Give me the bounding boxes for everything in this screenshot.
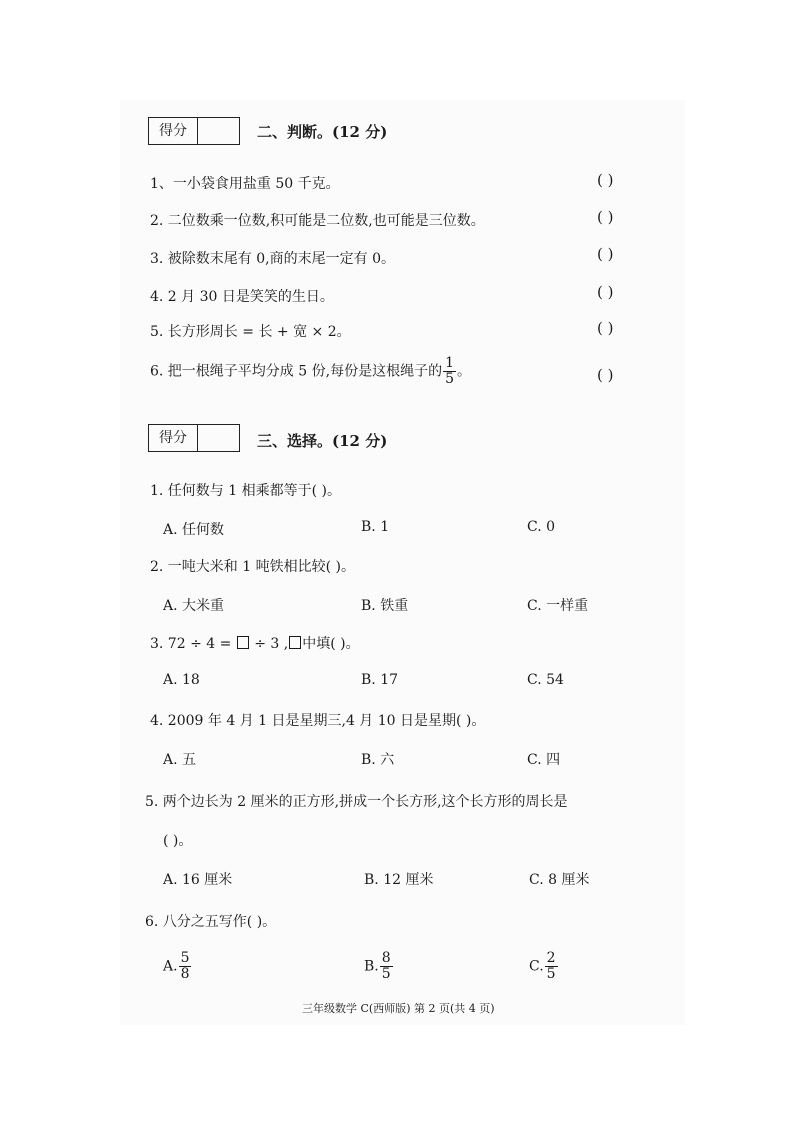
blank-box-icon [237, 636, 249, 649]
q3-option-a[interactable]: A. 18 [163, 672, 200, 688]
q3-text-part1: 3. 72 ÷ 4 = [150, 636, 232, 652]
fraction-numerator: 5 [180, 950, 190, 966]
q1-option-c[interactable]: C. 0 [527, 519, 556, 535]
q3-text-part2: ÷ 3 , [254, 636, 289, 652]
choice-question-5-blank: ( )。 [163, 833, 193, 849]
judge-question-4: 4. 2 月 30 日是笑笑的生日。 [150, 289, 334, 305]
q2-option-c[interactable]: C. 一样重 [527, 598, 589, 614]
score-label: 得分 [149, 425, 198, 451]
page-footer: 三年级数学 C(西师版) 第 2 页(共 4 页) [302, 1002, 495, 1015]
fraction-one-fifth [443, 356, 456, 387]
q4-option-b[interactable]: B. 六 [361, 752, 395, 768]
judge-question-6-text: 6. 把一根绳子平均分成 5 份,每份是这根绳子的 [150, 363, 443, 380]
judge-answer-6[interactable]: ( ) [597, 366, 614, 384]
q6-option-b[interactable] [364, 951, 394, 982]
fraction-numerator: 1 [445, 355, 454, 371]
score-label: 得分 [149, 118, 198, 144]
score-box-section2[interactable] [148, 117, 240, 145]
q5-option-b[interactable]: B. 12 厘米 [364, 872, 434, 888]
judge-answer-1[interactable]: ( ) [597, 171, 614, 189]
fraction-denominator: 8 [180, 966, 190, 982]
judge-answer-2[interactable]: ( ) [597, 208, 614, 226]
q3-text-part3: 中填( )。 [302, 636, 360, 652]
choice-question-4: 4. 2009 年 4 月 1 日是星期三,4 月 10 日是星期( )。 [150, 713, 486, 729]
judge-answer-4[interactable]: ( ) [597, 283, 614, 301]
judge-answer-5[interactable]: ( ) [597, 319, 614, 337]
judge-answer-3[interactable]: ( ) [597, 245, 614, 263]
choice-question-1: 1. 任何数与 1 相乘都等于( )。 [150, 483, 341, 499]
q1-option-a[interactable]: A. 任何数 [163, 522, 225, 538]
q2-option-a[interactable]: A. 大米重 [163, 598, 225, 614]
judge-question-6 [150, 356, 471, 387]
section2-heading: 二、判断。(12 分) [257, 123, 388, 141]
judge-question-6-end: 。 [457, 363, 471, 380]
choice-question-2: 2. 一吨大米和 1 吨铁相比较( )。 [150, 559, 355, 575]
q6-option-c-label: C. [529, 958, 544, 975]
judge-question-3: 3. 被除数末尾有 0,商的末尾一定有 0。 [150, 251, 395, 267]
q5-option-c[interactable]: C. 8 厘米 [529, 872, 590, 888]
judge-question-2: 2. 二位数乘一位数,积可能是二位数,也可能是三位数。 [150, 213, 485, 229]
fraction-numerator: 8 [381, 950, 391, 966]
q6-option-b-label: B. [364, 958, 379, 975]
q4-option-a[interactable]: A. 五 [163, 752, 197, 768]
q2-option-b[interactable]: B. 铁重 [361, 598, 409, 614]
fraction-numerator: 2 [546, 950, 556, 966]
score-box-section3[interactable] [148, 424, 240, 452]
blank-box-icon [289, 636, 301, 649]
section3-heading: 三、选择。(12 分) [257, 432, 388, 450]
choice-question-3 [150, 633, 360, 653]
choice-question-5: 5. 两个边长为 2 厘米的正方形,拼成一个长方形,这个长方形的周长是 [145, 794, 568, 810]
fraction-eight-fifths [380, 951, 393, 982]
fraction-denominator: 5 [381, 966, 391, 982]
fraction-denominator: 5 [546, 966, 556, 982]
q5-option-a[interactable]: A. 16 厘米 [163, 872, 233, 888]
fraction-denominator: 5 [445, 371, 454, 387]
q6-option-c[interactable] [529, 951, 559, 982]
q1-option-b[interactable]: B. 1 [361, 519, 390, 535]
q6-option-a-label: A. [163, 958, 178, 975]
choice-question-6: 6. 八分之五写作( )。 [145, 914, 277, 930]
q6-option-a[interactable] [163, 951, 192, 982]
judge-question-1: 1、一小袋食用盐重 50 千克。 [150, 176, 340, 192]
fraction-five-eighths [179, 951, 192, 982]
fraction-two-fifths [545, 951, 558, 982]
q3-option-b[interactable]: B. 17 [361, 672, 399, 688]
judge-question-5: 5. 长方形周长 = 长 + 宽 × 2。 [150, 324, 351, 340]
q3-option-c[interactable]: C. 54 [527, 672, 564, 688]
q4-option-c[interactable]: C. 四 [527, 752, 561, 768]
